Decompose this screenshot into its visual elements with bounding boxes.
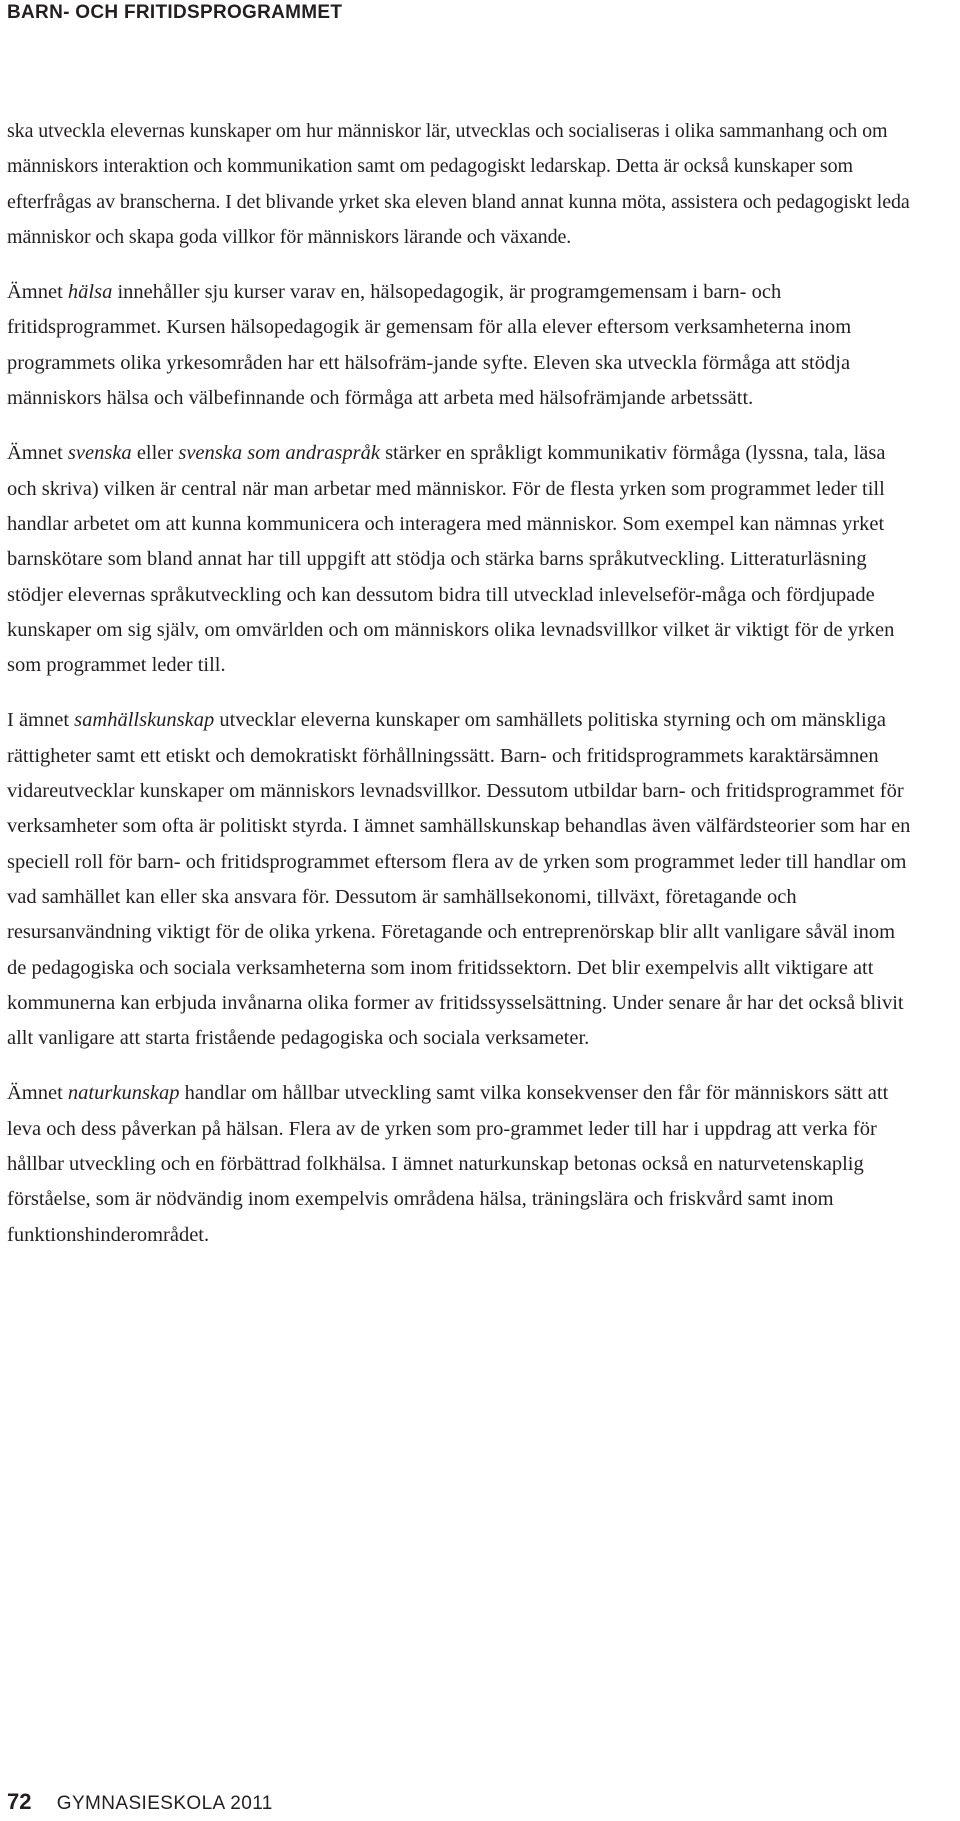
paragraph-text: stärker en språkligt kommunikativ förmåga (lyssna, tala, läsa och skriva) vilken är central när man arbetar med människor. För de flesta yrken som programmet leder till handlar arbetet om att kunna kommunicera och interagera med människor. Som exempel kan nämnas yrket barnskötare som bland annat har till uppgift att stödja och stärka barns språkutveckling. Litteraturläsning stödjer elevernas språkutveckling och kan dessutom bidra till utvecklad inlevelseför-måga och fördjupade kunskaper om sig själv, om omvärlden och om människors olika levnadsvillkor vilket är viktigt för de yrken som programmet leder till. (7, 442, 895, 677)
paragraph-svenska (7, 436, 913, 683)
paragraph-text: I ämnet (7, 709, 75, 732)
paragraph-text: ska utveckla elevernas kunskaper om hur människor lär, utvecklas och socialiseras i olika sammanhang och om människors interaktion och kommunikation samt om pedagogiskt ledarskap. Detta är också kunskaper som efterfrågas av branscherna. I det blivande yrket ska eleven bland annat kunna möta, assistera och pedagogiskt leda människor och skapa goda villkor för människors lärande och växande. (7, 120, 910, 248)
paragraph-text: handlar om hållbar utveckling samt vilka konsekvenser den får för människors sätt att leva och dess påverkan på hälsan. Flera av de yrken som pro-grammet leder till har i uppdrag att verka för hållbar utveckling och en förbättrad folkhälsa. I ämnet naturkunskap betonas också en naturvetenskaplig förståelse, som är nödvändig inom exempelvis områdena hälsa, träningslära och friskvård samt inom funktionshinderområdet. (7, 1082, 889, 1246)
subject-name: svenska som andraspråk (178, 442, 380, 465)
paragraph-samhallskunskap (7, 703, 913, 1056)
page-number: 72 (7, 1789, 32, 1814)
paragraph-text: Ämnet (7, 442, 68, 465)
paragraph-text: utvecklar eleverna kunskaper om samhällets politiska styrning och om mänskliga rättigheter samt ett etiskt och demokratiskt förhållningssätt. Barn- och fritidsprogrammets karaktärsämnen vidareutvecklar kunskaper om människors levnadsvillkor. Dessutom utbildar barn- och fritidsprogrammet för verksamheter som ofta är politiskt styrda. I ämnet samhällskunskap behandlas även välfärdsteorier som har en speciell roll för barn- och fritidsprogrammet eftersom flera av de yrken som programmet leder till handlar om vad samhället kan eller ska ansvara för. Dessutom är samhällsekonomi, tillväxt, företagande och resursanvändning viktigt för de olika yrkena. Företagande och entreprenörskap blir allt vanligare såväl inom de pedagogiska och sociala verksamheterna som inom fritidssektorn. Det blir exempelvis allt viktigare att kommunerna kan erbjuda invånarna olika former av fritidssysselsättning. Under senare år har det också blivit allt vanligare att starta fristående pedagogiska och sociala verksameter. (7, 709, 911, 1050)
subject-name: naturkunskap (67, 1082, 180, 1105)
paragraph-text: Ämnet (7, 1082, 68, 1105)
subject-name: svenska (67, 442, 132, 465)
subject-name: hälsa (67, 281, 113, 304)
page-footer (7, 1790, 273, 1816)
paragraph-text: innehåller sju kurser varav en, hälsopedagogik, är programgemensam i barn- och fritidsprogrammet. Kursen hälsopedagogik är gemensam för alla elever eftersom verksamheterna inom programmets olika yrkesområden har ett hälsofräm-jande syfte. Eleven ska utveckla förmåga att stödja människors hälsa och välbefinnande och förmåga att arbeta med hälsofrämjande arbetssätt. (7, 281, 852, 410)
subject-name: samhällskunskap (74, 709, 215, 732)
body-text (7, 114, 913, 1253)
publication-title: GYMNASIESKOLA 2011 (56, 1793, 273, 1814)
paragraph-text: Ämnet (7, 281, 68, 304)
running-header: BARN- OCH FRITIDSPROGRAMMET (7, 2, 343, 23)
paragraph-halsa (7, 275, 913, 416)
paragraph-intro (7, 114, 913, 255)
paragraph-naturkunskap (7, 1076, 913, 1252)
paragraph-text: eller (131, 442, 179, 465)
